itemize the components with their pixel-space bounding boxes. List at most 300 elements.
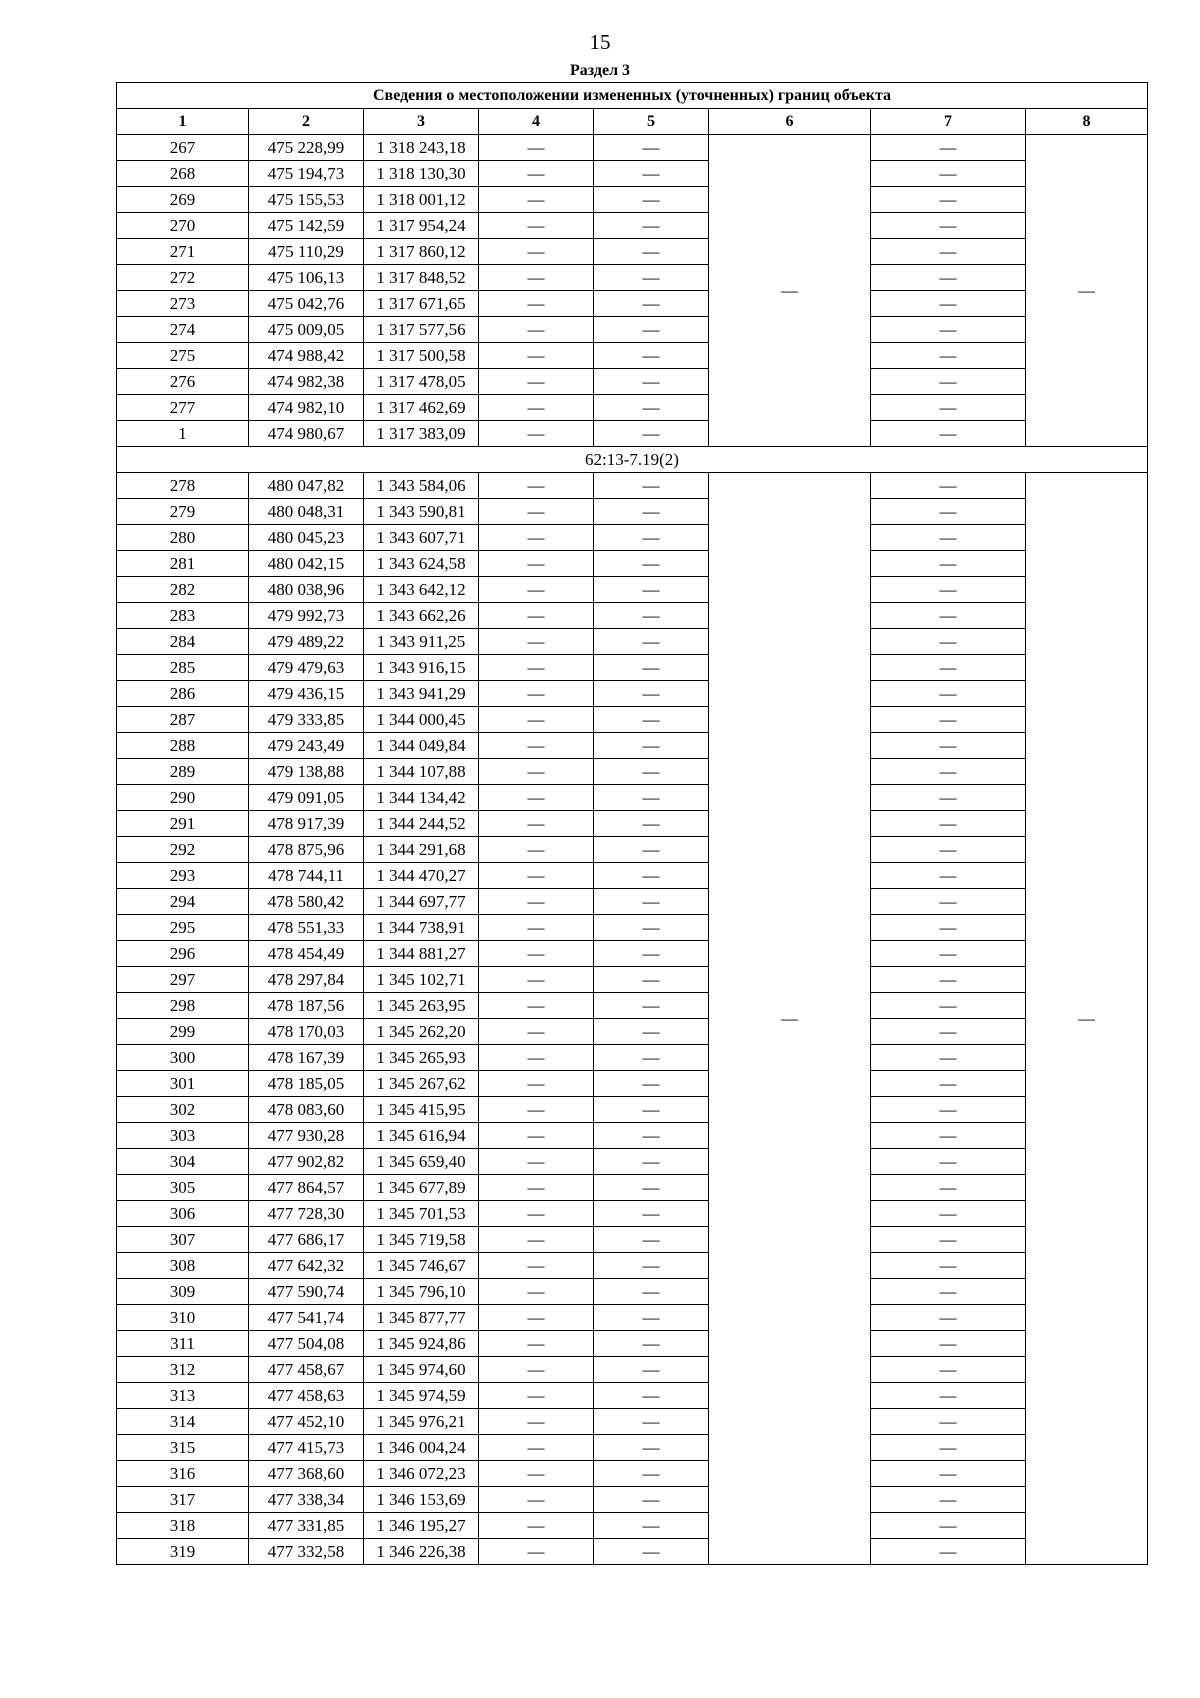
- dash-cell: —: [479, 1019, 594, 1045]
- y-coordinate-cell: 1 345 265,93: [364, 1045, 479, 1071]
- dash-cell: —: [594, 239, 709, 265]
- dash-cell: —: [871, 1513, 1026, 1539]
- point-number-cell: 267: [117, 135, 249, 161]
- column-header: 6: [709, 109, 871, 135]
- point-number-cell: 312: [117, 1357, 249, 1383]
- dash-cell: —: [479, 239, 594, 265]
- point-number-cell: 300: [117, 1045, 249, 1071]
- y-coordinate-cell: 1 344 738,91: [364, 915, 479, 941]
- dash-cell: —: [479, 473, 594, 499]
- x-coordinate-cell: 477 415,73: [249, 1435, 364, 1461]
- dash-cell: —: [479, 1149, 594, 1175]
- x-coordinate-cell: 477 458,67: [249, 1357, 364, 1383]
- column-header: 5: [594, 109, 709, 135]
- point-number-cell: 304: [117, 1149, 249, 1175]
- dash-cell: —: [594, 1383, 709, 1409]
- point-number-cell: 293: [117, 863, 249, 889]
- y-coordinate-cell: 1 317 671,65: [364, 291, 479, 317]
- x-coordinate-cell: 479 992,73: [249, 603, 364, 629]
- dash-cell: —: [871, 161, 1026, 187]
- y-coordinate-cell: 1 345 976,21: [364, 1409, 479, 1435]
- point-number-cell: 308: [117, 1253, 249, 1279]
- dash-cell: —: [479, 1461, 594, 1487]
- group-label-row: [117, 447, 1148, 473]
- dash-cell: —: [479, 889, 594, 915]
- point-number-cell: 270: [117, 213, 249, 239]
- dash-cell: —: [479, 343, 594, 369]
- y-coordinate-cell: 1 317 462,69: [364, 395, 479, 421]
- dash-cell: —: [871, 733, 1026, 759]
- table-row: [117, 291, 1148, 317]
- point-number-cell: 318: [117, 1513, 249, 1539]
- table-row: [117, 1201, 1148, 1227]
- dash-cell: —: [871, 889, 1026, 915]
- dash-cell: —: [479, 655, 594, 681]
- dash-cell: —: [479, 733, 594, 759]
- x-coordinate-cell: 478 185,05: [249, 1071, 364, 1097]
- dash-cell: —: [479, 421, 594, 447]
- table-row: [117, 1305, 1148, 1331]
- point-number-cell: 279: [117, 499, 249, 525]
- dash-cell: —: [594, 317, 709, 343]
- y-coordinate-cell: 1 345 701,53: [364, 1201, 479, 1227]
- table-row: [117, 1045, 1148, 1071]
- dash-cell: —: [594, 187, 709, 213]
- y-coordinate-cell: 1 345 877,77: [364, 1305, 479, 1331]
- x-coordinate-cell: 475 106,13: [249, 265, 364, 291]
- dash-cell: —: [594, 1149, 709, 1175]
- dash-cell: —: [479, 1071, 594, 1097]
- x-coordinate-cell: 479 436,15: [249, 681, 364, 707]
- x-coordinate-cell: 478 744,11: [249, 863, 364, 889]
- point-number-cell: 274: [117, 317, 249, 343]
- x-coordinate-cell: 478 551,33: [249, 915, 364, 941]
- y-coordinate-cell: 1 344 244,52: [364, 811, 479, 837]
- point-number-cell: 278: [117, 473, 249, 499]
- table-row: [117, 577, 1148, 603]
- point-number-cell: 296: [117, 941, 249, 967]
- table-row: [117, 369, 1148, 395]
- dash-cell: —: [871, 785, 1026, 811]
- dash-cell: —: [479, 863, 594, 889]
- point-number-cell: 271: [117, 239, 249, 265]
- dash-cell: —: [871, 1435, 1026, 1461]
- dash-cell: —: [594, 811, 709, 837]
- dash-cell: —: [871, 811, 1026, 837]
- dash-cell: —: [871, 863, 1026, 889]
- y-coordinate-cell: 1 345 263,95: [364, 993, 479, 1019]
- dash-cell: —: [871, 915, 1026, 941]
- table-row: [117, 473, 1148, 499]
- y-coordinate-cell: 1 345 974,59: [364, 1383, 479, 1409]
- dash-cell-merged: —: [1026, 135, 1148, 447]
- dash-cell: —: [479, 1279, 594, 1305]
- dash-cell: —: [871, 1071, 1026, 1097]
- table-row: [117, 1539, 1148, 1565]
- point-number-cell: 290: [117, 785, 249, 811]
- dash-cell: —: [594, 1331, 709, 1357]
- dash-cell: —: [479, 811, 594, 837]
- dash-cell: —: [871, 1227, 1026, 1253]
- dash-cell: —: [594, 343, 709, 369]
- point-number-cell: 281: [117, 551, 249, 577]
- dash-cell: —: [479, 1201, 594, 1227]
- table-row: [117, 213, 1148, 239]
- x-coordinate-cell: 478 187,56: [249, 993, 364, 1019]
- dash-cell: —: [594, 759, 709, 785]
- point-number-cell: 295: [117, 915, 249, 941]
- table-row: [117, 317, 1148, 343]
- boundary-coordinates-table: [116, 82, 1148, 1565]
- dash-cell: —: [479, 785, 594, 811]
- dash-cell: —: [871, 629, 1026, 655]
- dash-cell: —: [871, 213, 1026, 239]
- y-coordinate-cell: 1 345 616,94: [364, 1123, 479, 1149]
- y-coordinate-cell: 1 343 642,12: [364, 577, 479, 603]
- dash-cell: —: [871, 681, 1026, 707]
- dash-cell: —: [871, 1305, 1026, 1331]
- table-row: [117, 993, 1148, 1019]
- point-number-cell: 317: [117, 1487, 249, 1513]
- y-coordinate-cell: 1 345 659,40: [364, 1149, 479, 1175]
- dash-cell: —: [594, 707, 709, 733]
- dash-cell: —: [871, 1409, 1026, 1435]
- x-coordinate-cell: 475 110,29: [249, 239, 364, 265]
- x-coordinate-cell: 475 142,59: [249, 213, 364, 239]
- point-number-cell: 291: [117, 811, 249, 837]
- dash-cell: —: [871, 343, 1026, 369]
- y-coordinate-cell: 1 345 102,71: [364, 967, 479, 993]
- table-row: [117, 1253, 1148, 1279]
- dash-cell: —: [479, 993, 594, 1019]
- dash-cell: —: [479, 629, 594, 655]
- dash-cell: —: [594, 967, 709, 993]
- dash-cell: —: [594, 213, 709, 239]
- dash-cell: —: [871, 1331, 1026, 1357]
- dash-cell: —: [479, 681, 594, 707]
- dash-cell: —: [871, 941, 1026, 967]
- table-row: [117, 135, 1148, 161]
- dash-cell: —: [594, 629, 709, 655]
- y-coordinate-cell: 1 343 624,58: [364, 551, 479, 577]
- dash-cell: —: [871, 317, 1026, 343]
- dash-cell: —: [871, 1201, 1026, 1227]
- point-number-cell: 298: [117, 993, 249, 1019]
- dash-cell: —: [594, 1045, 709, 1071]
- dash-cell: —: [871, 603, 1026, 629]
- x-coordinate-cell: 475 042,76: [249, 291, 364, 317]
- dash-cell: —: [479, 1539, 594, 1565]
- table-row: [117, 655, 1148, 681]
- point-number-cell: 282: [117, 577, 249, 603]
- x-coordinate-cell: 480 048,31: [249, 499, 364, 525]
- y-coordinate-cell: 1 343 607,71: [364, 525, 479, 551]
- section-title: Раздел 3: [569, 62, 631, 79]
- x-coordinate-cell: 474 982,38: [249, 369, 364, 395]
- dash-cell: —: [871, 369, 1026, 395]
- x-coordinate-cell: 477 642,32: [249, 1253, 364, 1279]
- column-header: 2: [249, 109, 364, 135]
- x-coordinate-cell: 477 864,57: [249, 1175, 364, 1201]
- table-row: [117, 1019, 1148, 1045]
- dash-cell: —: [871, 1539, 1026, 1565]
- point-number-cell: 297: [117, 967, 249, 993]
- table-row: [117, 707, 1148, 733]
- y-coordinate-cell: 1 343 662,26: [364, 603, 479, 629]
- dash-cell: —: [479, 317, 594, 343]
- x-coordinate-cell: 479 138,88: [249, 759, 364, 785]
- x-coordinate-cell: 480 042,15: [249, 551, 364, 577]
- point-number-cell: 280: [117, 525, 249, 551]
- point-number-cell: 288: [117, 733, 249, 759]
- table-row: [117, 551, 1148, 577]
- dash-cell: —: [594, 1305, 709, 1331]
- table-row: [117, 941, 1148, 967]
- page-number: 15: [589, 30, 611, 54]
- dash-cell: —: [479, 915, 594, 941]
- dash-cell: —: [871, 1253, 1026, 1279]
- y-coordinate-cell: 1 344 881,27: [364, 941, 479, 967]
- dash-cell: —: [594, 499, 709, 525]
- y-coordinate-cell: 1 346 226,38: [364, 1539, 479, 1565]
- table-row: [117, 811, 1148, 837]
- dash-cell: —: [594, 161, 709, 187]
- x-coordinate-cell: 478 454,49: [249, 941, 364, 967]
- x-coordinate-cell: 478 917,39: [249, 811, 364, 837]
- dash-cell: —: [594, 135, 709, 161]
- table-row: [117, 681, 1148, 707]
- dash-cell: —: [594, 1279, 709, 1305]
- dash-cell: —: [871, 291, 1026, 317]
- dash-cell-merged: —: [709, 135, 871, 447]
- table-row: [117, 525, 1148, 551]
- y-coordinate-cell: 1 317 478,05: [364, 369, 479, 395]
- dash-cell: —: [594, 1019, 709, 1045]
- x-coordinate-cell: 480 038,96: [249, 577, 364, 603]
- table-row: [117, 785, 1148, 811]
- column-header: 4: [479, 109, 594, 135]
- x-coordinate-cell: 475 009,05: [249, 317, 364, 343]
- dash-cell: —: [594, 1097, 709, 1123]
- x-coordinate-cell: 479 479,63: [249, 655, 364, 681]
- dash-cell: —: [871, 551, 1026, 577]
- dash-cell: —: [871, 707, 1026, 733]
- dash-cell: —: [479, 1357, 594, 1383]
- column-header-row: [117, 109, 1148, 135]
- y-coordinate-cell: 1 346 195,27: [364, 1513, 479, 1539]
- x-coordinate-cell: 477 728,30: [249, 1201, 364, 1227]
- dash-cell: —: [594, 1175, 709, 1201]
- point-number-cell: 306: [117, 1201, 249, 1227]
- y-coordinate-cell: 1 345 415,95: [364, 1097, 479, 1123]
- table-row: [117, 1123, 1148, 1149]
- dash-cell: —: [871, 655, 1026, 681]
- dash-cell: —: [871, 499, 1026, 525]
- dash-cell: —: [479, 369, 594, 395]
- dash-cell: —: [871, 1123, 1026, 1149]
- dash-cell: —: [871, 1175, 1026, 1201]
- dash-cell: —: [479, 525, 594, 551]
- dash-cell: —: [871, 187, 1026, 213]
- y-coordinate-cell: 1 344 134,42: [364, 785, 479, 811]
- dash-cell: —: [594, 1227, 709, 1253]
- x-coordinate-cell: 477 930,28: [249, 1123, 364, 1149]
- table-row: [117, 395, 1148, 421]
- column-header: 8: [1026, 109, 1148, 135]
- dash-cell: —: [479, 1045, 594, 1071]
- point-number-cell: 307: [117, 1227, 249, 1253]
- group-label: 62:13-7.19(2): [117, 447, 1148, 473]
- table-row: [117, 421, 1148, 447]
- point-number-cell: 299: [117, 1019, 249, 1045]
- table-row: [117, 1435, 1148, 1461]
- table-row: [117, 1461, 1148, 1487]
- dash-cell: —: [479, 707, 594, 733]
- y-coordinate-cell: 1 345 677,89: [364, 1175, 479, 1201]
- point-number-cell: 294: [117, 889, 249, 915]
- point-number-cell: 315: [117, 1435, 249, 1461]
- dash-cell: —: [479, 603, 594, 629]
- dash-cell: —: [479, 291, 594, 317]
- dash-cell: —: [594, 369, 709, 395]
- dash-cell: —: [871, 473, 1026, 499]
- dash-cell: —: [479, 1175, 594, 1201]
- x-coordinate-cell: 478 083,60: [249, 1097, 364, 1123]
- dash-cell-merged: —: [709, 473, 871, 1565]
- x-coordinate-cell: 478 170,03: [249, 1019, 364, 1045]
- dash-cell: —: [479, 1513, 594, 1539]
- table-row: [117, 265, 1148, 291]
- dash-cell: —: [479, 1487, 594, 1513]
- table-row: [117, 239, 1148, 265]
- table-row: [117, 343, 1148, 369]
- y-coordinate-cell: 1 343 911,25: [364, 629, 479, 655]
- point-number-cell: 276: [117, 369, 249, 395]
- dash-cell: —: [594, 265, 709, 291]
- dash-cell: —: [594, 915, 709, 941]
- table-row: [117, 629, 1148, 655]
- dash-cell: —: [479, 1305, 594, 1331]
- table-row: [117, 837, 1148, 863]
- x-coordinate-cell: 479 091,05: [249, 785, 364, 811]
- point-number-cell: 289: [117, 759, 249, 785]
- y-coordinate-cell: 1 317 848,52: [364, 265, 479, 291]
- dash-cell: —: [594, 1539, 709, 1565]
- y-coordinate-cell: 1 346 004,24: [364, 1435, 479, 1461]
- dash-cell: —: [479, 1123, 594, 1149]
- dash-cell: —: [871, 1097, 1026, 1123]
- x-coordinate-cell: 475 155,53: [249, 187, 364, 213]
- dash-cell: —: [871, 993, 1026, 1019]
- x-coordinate-cell: 478 297,84: [249, 967, 364, 993]
- column-header: 3: [364, 109, 479, 135]
- y-coordinate-cell: 1 317 577,56: [364, 317, 479, 343]
- y-coordinate-cell: 1 344 697,77: [364, 889, 479, 915]
- point-number-cell: 277: [117, 395, 249, 421]
- point-number-cell: 275: [117, 343, 249, 369]
- dash-cell: —: [871, 525, 1026, 551]
- table-row: [117, 733, 1148, 759]
- column-header: 1: [117, 109, 249, 135]
- dash-cell: —: [871, 1461, 1026, 1487]
- table-row: [117, 1097, 1148, 1123]
- dash-cell: —: [479, 1331, 594, 1357]
- x-coordinate-cell: 475 194,73: [249, 161, 364, 187]
- table-row: [117, 161, 1148, 187]
- table-row: [117, 1331, 1148, 1357]
- table-row: [117, 1357, 1148, 1383]
- dash-cell: —: [594, 551, 709, 577]
- dash-cell: —: [594, 1357, 709, 1383]
- table-row: [117, 1487, 1148, 1513]
- y-coordinate-cell: 1 318 243,18: [364, 135, 479, 161]
- x-coordinate-cell: 477 590,74: [249, 1279, 364, 1305]
- point-number-cell: 313: [117, 1383, 249, 1409]
- table-row: [117, 967, 1148, 993]
- point-number-cell: 316: [117, 1461, 249, 1487]
- y-coordinate-cell: 1 344 291,68: [364, 837, 479, 863]
- x-coordinate-cell: 479 333,85: [249, 707, 364, 733]
- table-row: [117, 1513, 1148, 1539]
- point-number-cell: 1: [117, 421, 249, 447]
- dash-cell-merged: —: [1026, 473, 1148, 1565]
- x-coordinate-cell: 479 243,49: [249, 733, 364, 759]
- dash-cell: —: [594, 655, 709, 681]
- dash-cell: —: [871, 1149, 1026, 1175]
- x-coordinate-cell: 477 541,74: [249, 1305, 364, 1331]
- y-coordinate-cell: 1 345 262,20: [364, 1019, 479, 1045]
- table-row: [117, 499, 1148, 525]
- y-coordinate-cell: 1 317 383,09: [364, 421, 479, 447]
- point-number-cell: 311: [117, 1331, 249, 1357]
- dash-cell: —: [871, 1487, 1026, 1513]
- dash-cell: —: [479, 499, 594, 525]
- point-number-cell: 286: [117, 681, 249, 707]
- point-number-cell: 314: [117, 1409, 249, 1435]
- dash-cell: —: [594, 837, 709, 863]
- table-row: [117, 915, 1148, 941]
- dash-cell: —: [871, 759, 1026, 785]
- dash-cell: —: [871, 265, 1026, 291]
- dash-cell: —: [594, 291, 709, 317]
- dash-cell: —: [594, 1123, 709, 1149]
- point-number-cell: 301: [117, 1071, 249, 1097]
- table-row: [117, 1227, 1148, 1253]
- dash-cell: —: [594, 421, 709, 447]
- dash-cell: —: [871, 1279, 1026, 1305]
- dash-cell: —: [479, 1383, 594, 1409]
- x-coordinate-cell: 474 982,10: [249, 395, 364, 421]
- dash-cell: —: [479, 187, 594, 213]
- table-row: [117, 889, 1148, 915]
- x-coordinate-cell: 477 331,85: [249, 1513, 364, 1539]
- table-row: [117, 1149, 1148, 1175]
- dash-cell: —: [479, 759, 594, 785]
- dash-cell: —: [871, 577, 1026, 603]
- table-row: [117, 1175, 1148, 1201]
- y-coordinate-cell: 1 318 130,30: [364, 161, 479, 187]
- dash-cell: —: [479, 941, 594, 967]
- y-coordinate-cell: 1 344 107,88: [364, 759, 479, 785]
- y-coordinate-cell: 1 346 072,23: [364, 1461, 479, 1487]
- table-row: [117, 759, 1148, 785]
- dash-cell: —: [479, 551, 594, 577]
- y-coordinate-cell: 1 317 954,24: [364, 213, 479, 239]
- dash-cell: —: [594, 941, 709, 967]
- dash-cell: —: [479, 1409, 594, 1435]
- table-row: [117, 187, 1148, 213]
- point-number-cell: 269: [117, 187, 249, 213]
